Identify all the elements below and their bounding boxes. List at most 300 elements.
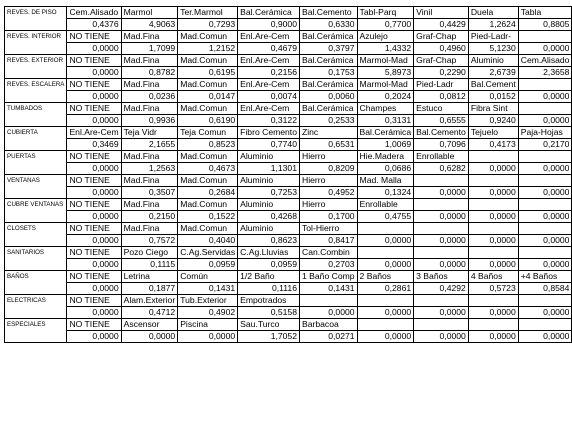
table-row (5, 319, 572, 331)
value-cell[interactable]: 0,6195 (178, 67, 238, 79)
group-label[interactable]: REVES. EXTERIOR (5, 55, 67, 67)
material-cell[interactable]: Pozo Ciego (121, 247, 178, 259)
value-cell[interactable]: 0,0812 (414, 91, 469, 103)
value-cell[interactable]: 1,7052 (238, 331, 300, 343)
material-cell[interactable]: Bal.Cemento (299, 7, 357, 19)
value-cell[interactable]: 0,0000 (518, 211, 572, 223)
material-cell[interactable]: Aluminio (238, 175, 300, 187)
group-label[interactable]: BAÑOS (5, 271, 67, 283)
material-cell[interactable]: Fibra Sint (468, 103, 518, 115)
value-cell[interactable]: 0,4960 (414, 43, 469, 55)
value-cell[interactable]: 0,0000 (414, 259, 469, 271)
material-cell[interactable] (414, 295, 469, 307)
group-spacer-cell (5, 67, 67, 79)
value-cell[interactable]: 0,5158 (238, 307, 300, 319)
material-cell[interactable]: Marmol-Mad (357, 79, 414, 91)
material-cell[interactable]: Cem.Alisado (67, 7, 121, 19)
material-cell[interactable]: NO TIENE (67, 151, 121, 163)
value-cell[interactable]: 0,0000 (518, 115, 572, 127)
table-row (5, 79, 572, 91)
material-cell[interactable]: Letrina (121, 271, 178, 283)
value-cell[interactable]: 0,0000 (414, 235, 469, 247)
material-cell[interactable]: Mad.Fina (121, 103, 178, 115)
material-cell[interactable] (518, 79, 572, 91)
value-cell[interactable]: 0,1700 (299, 211, 357, 223)
table-row (5, 67, 572, 79)
group-label[interactable]: SANITARIOS (5, 247, 67, 259)
material-cell[interactable] (357, 295, 414, 307)
material-cell[interactable]: NO TIENE (67, 199, 121, 211)
group-spacer-cell (5, 43, 67, 55)
value-cell[interactable]: 0,0959 (178, 259, 238, 271)
group-label[interactable]: ESPECIALES (5, 319, 67, 331)
material-cell[interactable]: NO TIENE (67, 271, 121, 283)
value-cell[interactable]: 0,0000 (468, 331, 518, 343)
group-label[interactable]: CUBRE VENTANAS (5, 199, 67, 211)
material-cell[interactable] (468, 295, 518, 307)
value-cell[interactable]: 0,8623 (238, 235, 300, 247)
value-cell[interactable]: 5,1230 (468, 43, 518, 55)
material-cell[interactable]: Paja-Hojas (518, 127, 572, 139)
material-cell[interactable]: Mad.Fina (121, 175, 178, 187)
value-cell[interactable]: 0,0000 (67, 115, 121, 127)
material-cell[interactable] (357, 223, 414, 235)
value-cell[interactable]: 0,0000 (518, 259, 572, 271)
value-cell[interactable]: 1,4332 (357, 43, 414, 55)
material-cell[interactable]: Aluminio (468, 55, 518, 67)
material-cell[interactable] (468, 319, 518, 331)
material-cell[interactable]: Tabl-Parq (357, 7, 414, 19)
value-cell[interactable]: 0,0000 (357, 307, 414, 319)
material-cell[interactable] (518, 31, 572, 43)
material-cell[interactable] (468, 151, 518, 163)
material-cell[interactable] (357, 319, 414, 331)
value-cell[interactable]: 0,3507 (121, 187, 178, 199)
material-cell[interactable]: Bal.Cemento (414, 127, 469, 139)
value-cell[interactable]: 0,4429 (414, 19, 469, 31)
value-cell[interactable]: 0,0000 (67, 259, 121, 271)
material-cell[interactable]: Mad.Comun (178, 223, 238, 235)
value-cell[interactable]: 0,0000 (518, 43, 572, 55)
value-cell[interactable]: 0,7253 (238, 187, 300, 199)
value-cell[interactable]: 0,1115 (121, 259, 178, 271)
material-cell[interactable]: Vinil (414, 7, 469, 19)
value-cell[interactable]: 0,4268 (238, 211, 300, 223)
material-cell[interactable]: 1/2 Baño (238, 271, 300, 283)
value-cell[interactable]: 0,0000 (468, 307, 518, 319)
value-cell[interactable]: 0,0000 (518, 235, 572, 247)
value-cell[interactable]: 0,0000 (518, 307, 572, 319)
material-cell[interactable]: 1 Baño Comp (299, 271, 357, 283)
value-cell[interactable]: 0,3469 (67, 139, 121, 151)
material-cell[interactable]: Bal.Cerámica (238, 7, 300, 19)
material-cell[interactable]: C.Ag.Servidas (178, 247, 238, 259)
value-cell[interactable]: 0,4376 (67, 19, 121, 31)
table-row (5, 271, 572, 283)
material-cell[interactable]: Mad.Comun (178, 199, 238, 211)
value-cell[interactable]: 0,0000 (357, 235, 414, 247)
value-cell[interactable]: 0,1431 (299, 283, 357, 295)
material-cell[interactable]: Zinc (299, 127, 357, 139)
material-cell[interactable] (518, 199, 572, 211)
value-cell[interactable]: 0,1522 (178, 211, 238, 223)
value-cell[interactable]: 0,8584 (518, 283, 572, 295)
material-cell[interactable]: Común (178, 271, 238, 283)
value-cell[interactable]: 0,9000 (238, 19, 300, 31)
table-row (5, 211, 572, 223)
material-cell[interactable]: Mad.Fina (121, 199, 178, 211)
material-cell[interactable]: Enl.Are-Cem (238, 79, 300, 91)
material-cell[interactable]: Marmol-Mad (357, 55, 414, 67)
value-cell[interactable]: 0,2150 (121, 211, 178, 223)
value-cell[interactable]: 0,4679 (238, 43, 300, 55)
material-cell[interactable]: Mad.Fina (121, 55, 178, 67)
material-cell[interactable]: NO TIENE (67, 319, 121, 331)
group-label[interactable]: REVES. INTERIOR (5, 31, 67, 43)
table-row (5, 223, 572, 235)
material-cell[interactable]: Mad.Fina (121, 223, 178, 235)
value-cell[interactable]: 0,9936 (121, 115, 178, 127)
material-cell[interactable]: Mad.Fina (121, 79, 178, 91)
group-label[interactable]: VENTANAS (5, 175, 67, 187)
group-label[interactable]: CLOSETS (5, 223, 67, 235)
material-cell[interactable]: NO TIENE (67, 79, 121, 91)
value-cell[interactable]: 0,9240 (468, 115, 518, 127)
material-cell[interactable]: Mad.Comun (178, 31, 238, 43)
material-cell[interactable]: Graf-Chap (414, 31, 469, 43)
material-cell[interactable]: Barbacoa (299, 319, 357, 331)
material-cell[interactable]: Bal.Cerámica (299, 103, 357, 115)
material-cell[interactable]: Mad.Comun (178, 55, 238, 67)
value-cell[interactable]: 0,0147 (178, 91, 238, 103)
material-cell[interactable]: Hierro (299, 175, 357, 187)
material-cell[interactable]: Mad.Comun (178, 151, 238, 163)
value-cell[interactable]: 1,2563 (121, 163, 178, 175)
value-cell[interactable]: 0,4712 (121, 307, 178, 319)
material-cell[interactable]: Bal.Cerámica (357, 127, 414, 139)
material-cell[interactable]: 2 Baños (357, 271, 414, 283)
value-cell[interactable]: 0,7293 (178, 19, 238, 31)
value-cell[interactable]: 0,2290 (414, 67, 469, 79)
value-cell[interactable]: 0,0000 (518, 91, 572, 103)
material-cell[interactable]: Tejuelo (468, 127, 518, 139)
value-cell[interactable]: 1,1301 (238, 163, 300, 175)
material-cell[interactable]: Enl.Are-Cem (67, 127, 121, 139)
group-label[interactable]: CUBIERTA (5, 127, 67, 139)
table-row (5, 151, 572, 163)
material-cell[interactable] (414, 199, 469, 211)
value-cell[interactable]: 0,6282 (414, 163, 469, 175)
material-cell[interactable]: Enl.Are-Cem (238, 55, 300, 67)
material-cell[interactable] (518, 247, 572, 259)
table-row (5, 163, 572, 175)
value-cell[interactable]: 0,1324 (357, 187, 414, 199)
value-cell[interactable]: 0,0959 (238, 259, 300, 271)
value-cell[interactable]: 0,2861 (357, 283, 414, 295)
value-cell[interactable]: 0,0000 (518, 163, 572, 175)
material-cell[interactable]: Sau.Turco (238, 319, 300, 331)
table-row (5, 295, 572, 307)
material-cell[interactable]: Aluminio (238, 199, 300, 211)
value-cell[interactable]: 0,6190 (178, 115, 238, 127)
table-row (5, 55, 572, 67)
group-label[interactable]: REVES. DE PISO (5, 7, 67, 19)
material-cell[interactable]: Mad.Fina (121, 151, 178, 163)
value-cell[interactable]: 0,0000 (468, 235, 518, 247)
material-cell[interactable]: Estuco (414, 103, 469, 115)
material-cell[interactable] (414, 223, 469, 235)
material-cell[interactable]: Empotrados (238, 295, 300, 307)
value-cell[interactable]: 0,8805 (518, 19, 572, 31)
material-cell[interactable]: Hierro (299, 151, 357, 163)
material-cell[interactable]: Mad.Comun (178, 175, 238, 187)
value-cell[interactable]: 0,0000 (67, 163, 121, 175)
table-row (5, 175, 572, 187)
material-cell[interactable]: NO TIENE (67, 247, 121, 259)
value-cell[interactable]: 1,2624 (468, 19, 518, 31)
value-cell[interactable]: 0,3797 (299, 43, 357, 55)
group-label[interactable]: REVES. ESCALERA (5, 79, 67, 91)
table-row (5, 7, 572, 19)
value-cell[interactable]: 0,0000 (178, 331, 238, 343)
value-cell[interactable]: 0,5723 (468, 283, 518, 295)
group-spacer-cell (5, 331, 67, 343)
table-row (5, 43, 572, 55)
material-cell[interactable] (468, 199, 518, 211)
value-cell[interactable]: 4,9063 (121, 19, 178, 31)
value-cell[interactable]: 0,4952 (299, 187, 357, 199)
material-cell[interactable]: Fibro Cemento (238, 127, 300, 139)
value-cell[interactable]: 0,1753 (299, 67, 357, 79)
material-cell[interactable]: Azulejo (357, 31, 414, 43)
material-cell[interactable]: Mad.Fina (121, 31, 178, 43)
material-cell[interactable]: Aluminio (238, 223, 300, 235)
material-cell[interactable] (518, 175, 572, 187)
value-cell[interactable]: 0,7740 (238, 139, 300, 151)
value-cell[interactable]: 0,0000 (357, 259, 414, 271)
value-cell[interactable]: 0,0000 (67, 67, 121, 79)
material-cell[interactable] (414, 175, 469, 187)
material-cell[interactable]: Enrollable (357, 199, 414, 211)
group-spacer-cell (5, 163, 67, 175)
table-row (5, 307, 572, 319)
material-cell[interactable]: Marmol (121, 7, 178, 19)
value-cell[interactable]: 0,1116 (238, 283, 300, 295)
value-cell[interactable]: 0,0000 (67, 91, 121, 103)
material-cell[interactable] (468, 175, 518, 187)
value-cell[interactable]: 0,6555 (414, 115, 469, 127)
table-row (5, 31, 572, 43)
value-cell[interactable]: 0,1431 (178, 283, 238, 295)
material-cell[interactable]: Mad. Malla (357, 175, 414, 187)
value-cell[interactable]: 0,4292 (414, 283, 469, 295)
value-cell[interactable]: 0,3122 (238, 115, 300, 127)
value-cell[interactable]: 0,0000 (67, 43, 121, 55)
value-cell[interactable]: 0,4755 (357, 211, 414, 223)
material-cell[interactable]: Aluminio (238, 151, 300, 163)
material-cell[interactable] (414, 319, 469, 331)
value-cell[interactable]: 0,0236 (121, 91, 178, 103)
material-cell[interactable] (518, 295, 572, 307)
group-spacer-cell (5, 235, 67, 247)
group-label[interactable]: PUERTAS (5, 151, 67, 163)
material-cell[interactable]: Duela (468, 7, 518, 19)
material-cell[interactable] (518, 103, 572, 115)
material-cell[interactable]: Tub.Exterior (178, 295, 238, 307)
material-cell[interactable]: Can.Combin (299, 247, 357, 259)
material-cell[interactable]: Pied-Ladr (414, 79, 469, 91)
material-cell[interactable]: NO TIENE (67, 175, 121, 187)
group-spacer-cell (5, 211, 67, 223)
value-cell[interactable]: 0,0271 (299, 331, 357, 343)
material-cell[interactable] (468, 247, 518, 259)
material-cell[interactable]: Enl.Are-Cem (238, 103, 300, 115)
material-cell[interactable]: Tol-Hierro (299, 223, 357, 235)
value-cell[interactable]: 0,7700 (357, 19, 414, 31)
table-row (5, 187, 572, 199)
value-cell[interactable]: 0,4902 (178, 307, 238, 319)
group-spacer-cell (5, 259, 67, 271)
material-cell[interactable]: Mad.Comun (178, 79, 238, 91)
value-cell[interactable]: 0,0000 (67, 331, 121, 343)
value-cell[interactable]: 0,0152 (468, 91, 518, 103)
material-cell[interactable]: Bal.Cerámica (299, 79, 357, 91)
table-row (5, 199, 572, 211)
value-cell[interactable]: 0,6330 (299, 19, 357, 31)
material-cell[interactable]: C.Ag.Lluvias (238, 247, 300, 259)
material-cell[interactable]: +4 Baños (518, 271, 572, 283)
value-cell[interactable]: 0,0000 (468, 187, 518, 199)
value-cell[interactable]: 0,0000 (518, 331, 572, 343)
material-cell[interactable]: NO TIENE (67, 103, 121, 115)
value-cell[interactable]: 0,3131 (357, 115, 414, 127)
value-cell[interactable]: 0,0000 (468, 259, 518, 271)
value-cell[interactable]: 0,0000 (414, 331, 469, 343)
group-spacer-cell (5, 139, 67, 151)
material-cell[interactable] (357, 247, 414, 259)
value-cell[interactable]: 0,0000 (67, 283, 121, 295)
material-cell[interactable]: Pied-Ladr- (468, 31, 518, 43)
material-cell[interactable]: Ascensor (121, 319, 178, 331)
material-cell[interactable]: Tabla (518, 7, 572, 19)
material-cell[interactable]: Piscina (178, 319, 238, 331)
value-cell[interactable]: 5,8973 (357, 67, 414, 79)
group-spacer-cell (5, 187, 67, 199)
table-row (5, 283, 572, 295)
material-cell[interactable]: Mad.Comun (178, 103, 238, 115)
material-cell[interactable]: Bal.Cerámica (299, 55, 357, 67)
value-cell[interactable]: 0,7572 (121, 235, 178, 247)
material-cell[interactable]: Hierro (299, 199, 357, 211)
material-cell[interactable]: Hie.Madera (357, 151, 414, 163)
material-cell[interactable]: Ter.Marmol (178, 7, 238, 19)
material-cell[interactable]: 4 Baños (468, 271, 518, 283)
value-cell[interactable]: 0,0000 (299, 307, 357, 319)
value-cell[interactable]: 1,7099 (121, 43, 178, 55)
value-cell[interactable]: 0,0000 (67, 187, 121, 199)
material-cell[interactable]: Bal.Cerámica (299, 31, 357, 43)
material-cell[interactable]: Graf-Chap (414, 55, 469, 67)
material-cell[interactable]: Bal.Cement (468, 79, 518, 91)
material-cell[interactable]: Teja Vidr (121, 127, 178, 139)
group-label[interactable]: TUMBADOS (5, 103, 67, 115)
value-cell[interactable]: 0,1877 (121, 283, 178, 295)
value-cell[interactable]: 0,0000 (67, 235, 121, 247)
material-cell[interactable] (299, 295, 357, 307)
value-cell[interactable]: 0,0000 (414, 187, 469, 199)
value-cell[interactable]: 0,0000 (468, 211, 518, 223)
material-cell[interactable]: Enl.Are-Cem (238, 31, 300, 43)
table-row (5, 91, 572, 103)
material-cell[interactable]: Cem.Alisado (518, 55, 572, 67)
material-cell[interactable] (518, 151, 572, 163)
material-cell[interactable]: Champes (357, 103, 414, 115)
value-cell[interactable]: 0,0000 (414, 307, 469, 319)
table-row (5, 247, 572, 259)
material-cell[interactable]: NO TIENE (67, 295, 121, 307)
value-cell[interactable]: 0,4673 (178, 163, 238, 175)
material-cell[interactable] (518, 319, 572, 331)
value-cell[interactable]: 0,0000 (67, 211, 121, 223)
material-cell[interactable]: Teja Comun (178, 127, 238, 139)
material-cell[interactable]: NO TIENE (67, 223, 121, 235)
value-cell[interactable]: 0,2703 (299, 259, 357, 271)
value-cell[interactable]: 0,2684 (178, 187, 238, 199)
material-cell[interactable] (468, 223, 518, 235)
value-cell[interactable]: 0,4040 (178, 235, 238, 247)
value-cell[interactable]: 0,0000 (414, 211, 469, 223)
value-cell[interactable]: 0,0000 (67, 307, 121, 319)
value-cell[interactable]: 2,3658 (518, 67, 572, 79)
group-spacer-cell (5, 115, 67, 127)
value-cell[interactable]: 0,2156 (238, 67, 300, 79)
value-cell[interactable]: 0,6531 (299, 139, 357, 151)
table-body (5, 7, 572, 343)
material-cell[interactable]: NO TIENE (67, 31, 121, 43)
value-cell[interactable]: 0,2533 (299, 115, 357, 127)
value-cell[interactable]: 0,8209 (299, 163, 357, 175)
table-row (5, 259, 572, 271)
table-row (5, 127, 572, 139)
value-cell[interactable]: 0,7096 (414, 139, 469, 151)
value-cell[interactable]: 0,8417 (299, 235, 357, 247)
value-cell[interactable]: 2,6739 (468, 67, 518, 79)
value-cell[interactable]: 0,2170 (518, 139, 572, 151)
material-cell[interactable]: 3 Baños (414, 271, 469, 283)
value-cell[interactable]: 1,0069 (357, 139, 414, 151)
value-cell[interactable]: 2,1655 (121, 139, 178, 151)
value-cell[interactable]: 0,0060 (299, 91, 357, 103)
material-cell[interactable] (414, 247, 469, 259)
value-cell[interactable]: 0,4173 (468, 139, 518, 151)
material-cell[interactable] (518, 223, 572, 235)
value-cell[interactable]: 0,8523 (178, 139, 238, 151)
group-label[interactable]: ELECTRICAS (5, 295, 67, 307)
material-cell[interactable]: Alam.Exterior (121, 295, 178, 307)
material-cell[interactable]: NO TIENE (67, 55, 121, 67)
value-cell[interactable]: 0,8782 (121, 67, 178, 79)
material-cell[interactable]: Enrollable (414, 151, 469, 163)
value-cell[interactable]: 0,0000 (518, 187, 572, 199)
value-cell[interactable]: 0,0074 (238, 91, 300, 103)
value-cell[interactable]: 0,0686 (357, 163, 414, 175)
value-cell[interactable]: 0,0000 (468, 163, 518, 175)
group-spacer-cell (5, 19, 67, 31)
value-cell[interactable]: 0,0000 (357, 331, 414, 343)
value-cell[interactable]: 0,2024 (357, 91, 414, 103)
value-cell[interactable]: 1,2152 (178, 43, 238, 55)
value-cell[interactable]: 0,0000 (121, 331, 178, 343)
